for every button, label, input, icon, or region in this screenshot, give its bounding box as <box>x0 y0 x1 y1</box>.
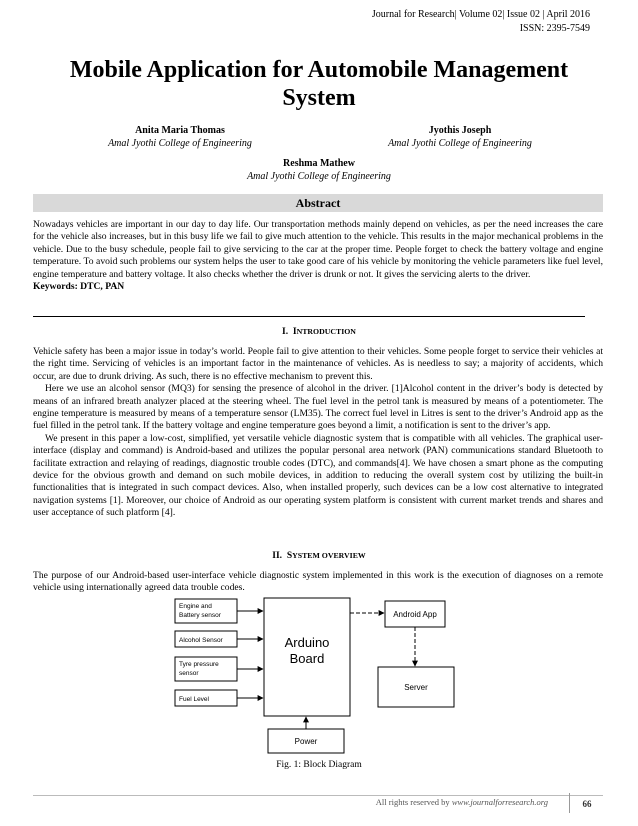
journal-info: Journal for Research| Volume 02| Issue 02 | April 2016 <box>371 9 590 20</box>
power-label: Power <box>294 737 318 746</box>
section-initial: I <box>292 327 297 337</box>
sensor-alcohol <box>175 631 237 647</box>
sensor-fuel-level <box>175 690 237 706</box>
section-title-rest: YSTEM OVERVIEW <box>292 551 366 560</box>
issn: ISSN: 2395-7549 <box>519 23 590 34</box>
sensor-label: Battery sensor <box>179 612 221 619</box>
sensor-label: Alcohol Sensor <box>179 637 223 644</box>
intro-paragraph-1: Vehicle safety has been a major issue in today’s world. People fail to give attention to their vehicles. Some people forget to service their vehicles at the right time. Servicing of vehicles is an important factor in the maintenance of vehicles. As is needless to say; a majority of accidents, which occur, are due to drunk driving. As such, there is no effective mechanism to prevent this. <box>33 346 603 382</box>
intro-paragraph-2: Here we use an alcohol sensor (MQ3) for sensing the presence of alcohol in the driver. [1]Alcohol content in the driver’s body is detected by means of an infrared breath analyzer placed at the steering wheel. The fuel level in the petrol tank is measured by means of a potentiometer. The engine temperature is measured by means of a temperature sensor (LM35). The correct fuel level in Litres is sent to the driver’s Android app as the fuel filled in the petrol tank. If the battery voltage and engine temperature goes beyond a limit, a notification is sent to the driver’s app. <box>33 383 603 432</box>
author-affiliation: Amal Jyothi College of Engineering <box>388 138 532 149</box>
title-line-1: Mobile Application for Automobile Management <box>69 57 569 83</box>
sensor-label: Fuel Level <box>179 696 209 703</box>
author-name: Reshma Mathew <box>283 158 355 169</box>
android-app-label: Android App <box>393 610 437 619</box>
sensor-label: Tyre pressure <box>179 661 219 668</box>
abstract-body: Nowadays vehicles are important in our day to day life. Our transportation methods mainly depend on vehicles, as per the need increases the care for the vehicle also increases, but in this busy life we fail to give much attention to the vehicle. This results in the major mechanical problems in the vehicle. Due to the busy schedule, people fail to give servicing to the car at the proper time. People forget to check the battery voltage and engine temperature. To avoid such problems our system helps the user to take good care of his vehicle by monitoring the vehicle parameters like fuel level, engine temperature and battery voltage. It also checks whether the driver is drunk or not. It gives the servicing alerts to the driver. <box>33 219 603 280</box>
sensor-engine-battery <box>175 599 237 623</box>
server-label: Server <box>404 683 428 692</box>
section-number: II. <box>272 551 283 561</box>
controller-label: Arduino <box>284 635 330 650</box>
author-affiliation: Amal Jyothi College of Engineering <box>108 138 252 149</box>
footer-divider <box>33 795 603 796</box>
title-line-2: System <box>282 85 356 111</box>
sensor-tyre-pressure <box>175 657 237 681</box>
sensor-label: Engine and <box>179 603 212 610</box>
author-affiliation: Amal Jyothi College of Engineering <box>247 171 391 182</box>
footer-text <box>376 797 548 807</box>
page-number: 66 <box>569 793 604 813</box>
arduino-board <box>264 598 350 716</box>
sensor-label: sensor <box>179 670 199 677</box>
intro-paragraph-3: We present in this paper a low-cost, simplified, yet versatile vehicle diagnostic system that is compatible with all vehicles. The graphical user-interface (display and command) is Android-based and utilizes the popular personal area network (PAN) communications standard Bluetooth to facilitate extraction and relaying of readings, diagnostic trouble codes (DTC), and commands[4]. We have chosen a smart phone as the computing device for the obvious growth and demand on such mobile devices, in addition to reducing the overall system cost by utilizing the built-in functionalities that is integrated in such compact devices. Also, when installed properly, such devices can be a low cost alternative to integrated navigation systems [1]. Moreover, our choice of Android as our operating system platform is consistent with current market trends and shares and user acceptance of such platform [4]. <box>33 432 603 519</box>
server-box <box>378 667 454 707</box>
keywords: Keywords: DTC, PAN <box>33 281 125 293</box>
controller-label: Board <box>289 651 325 666</box>
abstract-heading: Abstract <box>33 194 603 212</box>
author-name: Jyothis Joseph <box>428 125 492 136</box>
android-app-box <box>385 601 445 627</box>
journal-url: www.journalforresearch.org <box>451 797 548 807</box>
author-name: Anita Maria Thomas <box>135 125 225 136</box>
overview-paragraph-1: The purpose of our Android-based user-interface vehicle diagnostic system implemented in this work is the execution of diagnoses on a remote vehicle using internationally agreed data trouble codes. <box>33 570 603 594</box>
power-box <box>268 729 344 753</box>
section-initial: S <box>286 551 293 561</box>
section-title-rest: NTRODUCTION <box>296 327 356 336</box>
footer-prefix: All rights reserved by <box>375 797 452 807</box>
figure-caption: Fig. 1: Block Diagram <box>276 760 362 770</box>
section-number: I. <box>282 327 289 337</box>
